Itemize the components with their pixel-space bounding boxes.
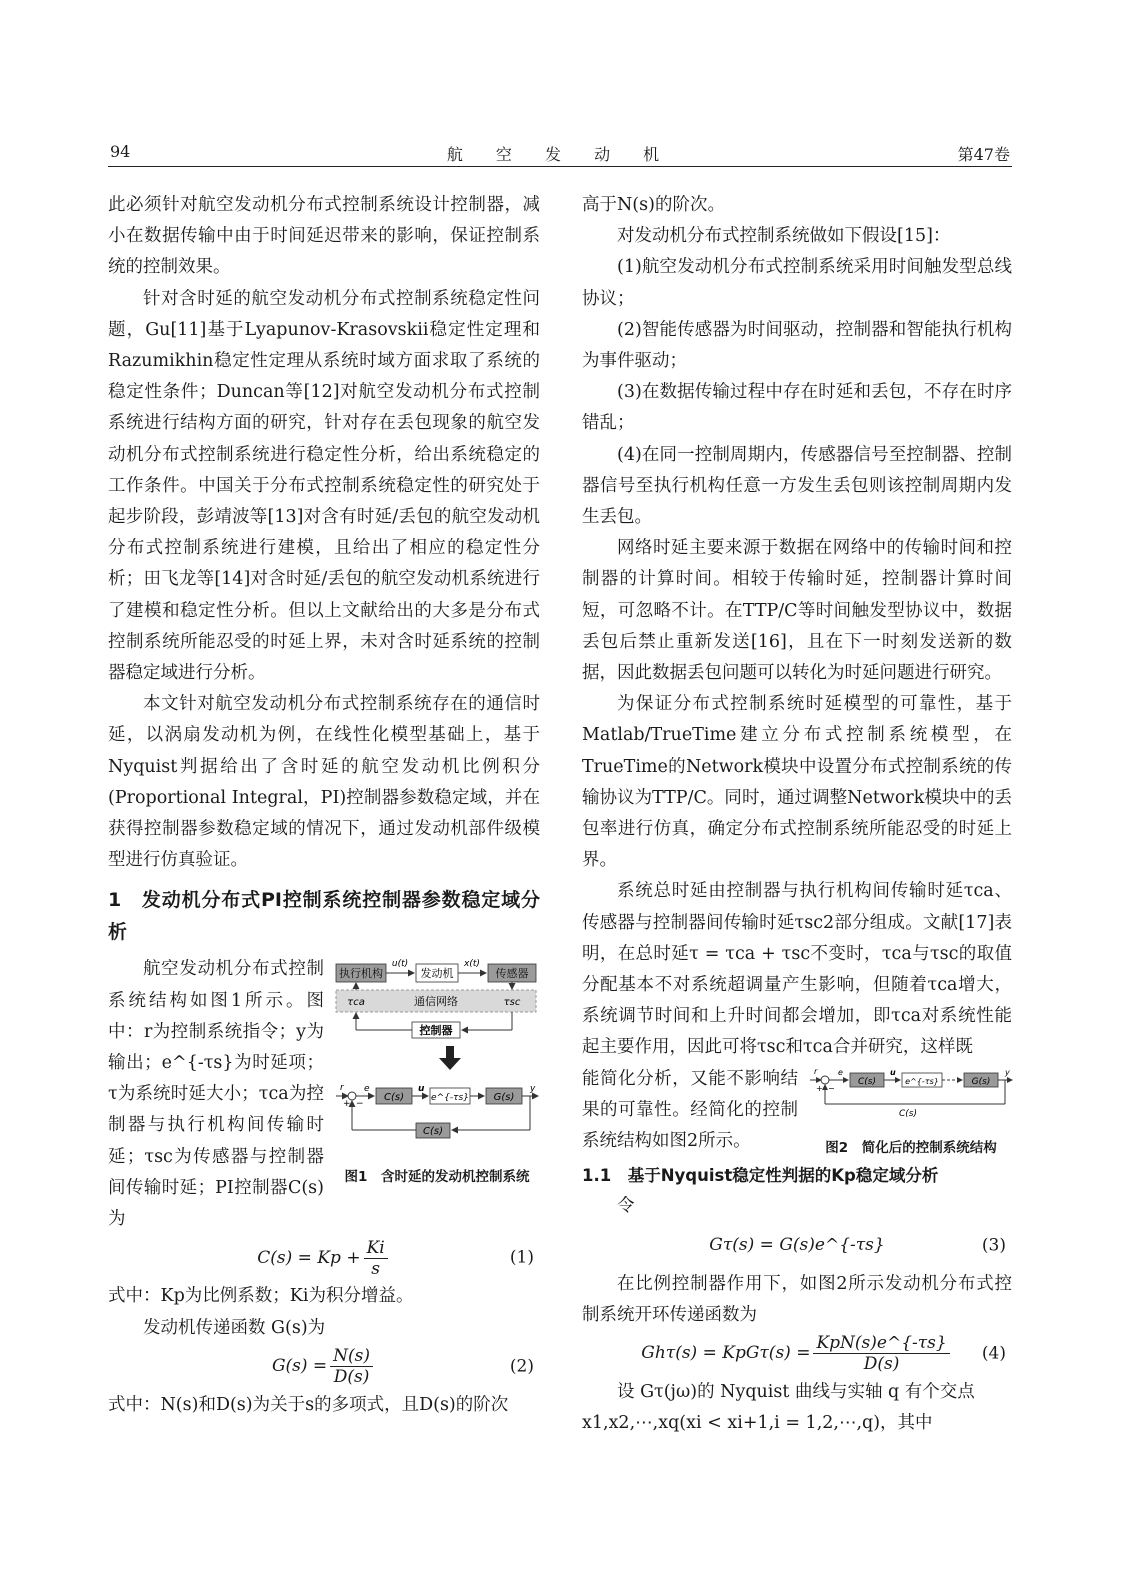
svg-text:τsc: τsc — [503, 997, 521, 1009]
svg-text:C(s): C(s) — [384, 1092, 404, 1104]
paragraph: 网络时延主要来源于数据在网络中的传输时间和控制器的计算时间。相较于传输时延，控制器计算时间短，可忽略不计。在TTP/C等时间触发型协议中，数据丢包后禁止重新发送[16]，且在下一时刻发送新的数据，因此数据丢包问题可以转化为时延问题进行研究。 — [582, 538, 1012, 684]
svg-text:传感器: 传感器 — [495, 967, 529, 981]
svg-text:e^{-τs}: e^{-τs} — [905, 1076, 939, 1086]
paragraph: 设 Gτ(jω)的 Nyquist 曲线与实轴 q 有个交点 — [617, 1381, 975, 1402]
svg-text:τca: τca — [347, 997, 365, 1009]
svg-text:r: r — [340, 1083, 344, 1094]
svg-text:C(s): C(s) — [858, 1076, 876, 1087]
paragraph: 发动机传递函数 G(s)为 — [143, 1317, 326, 1338]
paragraph: x1,x2,⋯,xq(xi < xi+1,i = 1,2,⋯,q)，其中 — [582, 1413, 933, 1434]
equation-number: (2) — [509, 1356, 534, 1377]
svg-text:通信网络: 通信网络 — [414, 995, 458, 1009]
svg-text:u: u — [418, 1084, 425, 1095]
svg-text:+: + — [343, 1099, 351, 1110]
paragraph: 针对含时延的航空发动机分布式控制系统稳定性问题，Gu[11]基于Lyapunov-Krasovskii稳定性定理和Razumikhin稳定性定理从系统时域方面求取了系统的稳定性条件；Duncan等[12]对航空发动机分布式控制系统进行结构方面的研究，针对存在丢包现象的航空发动机分布式控制系统进行稳定性分析，给出系统稳定的工作条件。中国关于分布式控制系统稳定性的研究处于起步阶段，彭靖波等[13]对含有时延/丢包的航空发动机分布式控制系统进行建模，且给出了相应的稳定性分析；田飞龙等[14]对含时延/丢包的航空发动机系统进行了建模和稳定性分析。但以上文献给出的大多是分布式控制系统所能忍受的时延上界，未对含时延系统的控制器稳定域进行分析。 — [108, 288, 540, 684]
wrap-block-fig2 — [582, 1064, 1012, 1158]
page-number: 94 — [110, 142, 131, 161]
equation-3: Gτ(s) = G(s)e^{-τs} (3) — [582, 1223, 1012, 1269]
figure-1 — [334, 954, 540, 1187]
assumption-4: (4)在同一控制周期内，传感器信号至控制器、控制器信号至执行机构任意一方发生丢包则该控制周期内发生丢包。 — [582, 444, 1012, 528]
svg-text:G(s): G(s) — [493, 1092, 515, 1104]
assumption-1: (1)航空发动机分布式控制系统采用时间触发型总线协议； — [582, 257, 1012, 309]
figure-2-caption: 图2 简化后的控制系统结构 — [825, 1139, 997, 1156]
paragraph: 能简化分析，又能不影响结果的可靠性。经简化的控制系统结构如图2所示。 — [582, 1068, 798, 1152]
summing-junction — [821, 1076, 829, 1084]
left-column — [108, 190, 540, 1421]
svg-text:G(s): G(s) — [971, 1076, 991, 1087]
right-column — [582, 190, 1012, 1439]
svg-text:r: r — [814, 1066, 818, 1076]
assumption-3: (3)在数据传输过程中存在时延和丢包，不存在时序错乱； — [582, 382, 1012, 434]
paragraph: 式中：N(s)和D(s)为关于s的多项式，且D(s)的阶次 — [108, 1394, 509, 1415]
paragraph: 此必须针对航空发动机分布式控制系统设计控制器，减小在数据传输中由于时间延迟带来的影响，保证控制系统的控制效果。 — [108, 195, 540, 278]
svg-text:x(t): x(t) — [464, 959, 480, 970]
paragraph: 本文针对航空发动机分布式控制系统存在的通信时延，以涡扇发动机为例，在线性化模型基础上，基于Nyquist判据给出了含时延的航空发动机比例积分(Proportional Integral，PI)控制器参数稳定域，并在获得控制器参数稳定域的情况下，通过发动机部件级模型进行仿真验证。 — [108, 694, 540, 871]
equation-number: (4) — [981, 1343, 1006, 1364]
svg-text:u: u — [890, 1067, 896, 1077]
figure-2-diagram — [808, 1064, 1014, 1126]
svg-text:C(s): C(s) — [423, 1126, 443, 1138]
svg-text:e: e — [838, 1067, 843, 1077]
paragraph: 为保证分布式控制系统时延模型的可靠性，基于Matlab/TrueTime建立分布式控制系统模型，在TrueTime的Network模块中设置分布式控制系统的传输协议为TTP/C。同时，通过调整Network模块中的丢包率进行仿真，确定分布式控制系统所能忍受的时延上界。 — [582, 694, 1012, 871]
volume-label: 第47卷 — [957, 145, 1010, 164]
wrap-block-fig1 — [108, 954, 540, 1235]
svg-text:−: − — [828, 1083, 835, 1093]
svg-text:u(t): u(t) — [391, 959, 409, 970]
equation-4: Ghτ(s) = KpGτ(s) = $\frac{\text{KpN(s)e\textasciicircum{}\{-τs\}}}{D(s)}$ (4) — [641, 1333, 1006, 1375]
journal-title: 航 空 发 动 机 — [446, 145, 674, 164]
svg-text:+: + — [816, 1083, 823, 1093]
svg-text:y: y — [530, 1084, 536, 1095]
svg-text:执行机构: 执行机构 — [339, 967, 383, 981]
svg-text:控制器: 控制器 — [419, 1024, 453, 1038]
section-heading: 1 发动机分布式PI控制系统控制器参数稳定域分析 — [108, 889, 540, 944]
paragraph: 系统总时延由控制器与执行机构间传输时延τca、传感器与控制器间传输时延τsc2部分组成。文献[17]表明，在总时延τ = τca + τsc不变时，τca与τsc的取值分配基本不对系统超调量产生影响，但随着τca增大，系统调节时间和上升时间都会增加，即τca对系统性能起主要作用，因此可将τsc和τca合并研究，这样既 — [582, 881, 1012, 1058]
down-arrow-icon — [439, 1046, 461, 1070]
paragraph: 高于N(s)的阶次。 — [582, 195, 725, 215]
figure-2 — [808, 1064, 1014, 1159]
svg-text:−: − — [356, 1099, 364, 1110]
paragraph: 令 — [617, 1196, 635, 1217]
svg-text:C(s): C(s) — [899, 1108, 917, 1119]
assumption-2: (2)智能传感器为时间驱动，控制器和智能执行机构为事件驱动； — [582, 319, 1012, 372]
equation-1: C(s) = Kp + $\frac{Ki}{s}$ (1) — [257, 1237, 534, 1279]
subsection-heading: 1.1 基于Nyquist稳定性判据的Kp稳定域分析 — [582, 1166, 939, 1186]
equation-number: (1) — [509, 1247, 534, 1268]
figure-1-caption: 图1 含时延的发动机控制系统 — [344, 1168, 530, 1185]
svg-text:y: y — [1005, 1067, 1010, 1077]
equation-2: G(s) = $\frac{N(s)}{D(s)}$ (2) — [271, 1346, 534, 1388]
svg-text:e^{-τs}: e^{-τs} — [431, 1093, 469, 1104]
svg-text:发动机: 发动机 — [420, 967, 454, 981]
paragraph: 航空发动机分布式控制系统结构如图1所示。图中：r为控制系统指令；y为输出；e^{-τs}为时延项；τ为系统时延大小；τca为控制器与执行机构间传输时延；τsc为传感器与控制器间传输时延；PI控制器C(s)为 — [108, 959, 324, 1230]
figure-1-diagram — [334, 954, 540, 1154]
page-header — [108, 140, 1012, 167]
paragraph: 对发动机分布式控制系统做如下假设[15]： — [617, 226, 951, 247]
equation-number: (3) — [981, 1234, 1006, 1255]
paragraph: 式中：Kp为比例系数；Ki为积分增益。 — [108, 1286, 414, 1307]
svg-text:e: e — [364, 1084, 370, 1095]
paragraph: 在比例控制器作用下，如图2所示发动机分布式控制系统开环传递函数为 — [582, 1273, 1012, 1325]
